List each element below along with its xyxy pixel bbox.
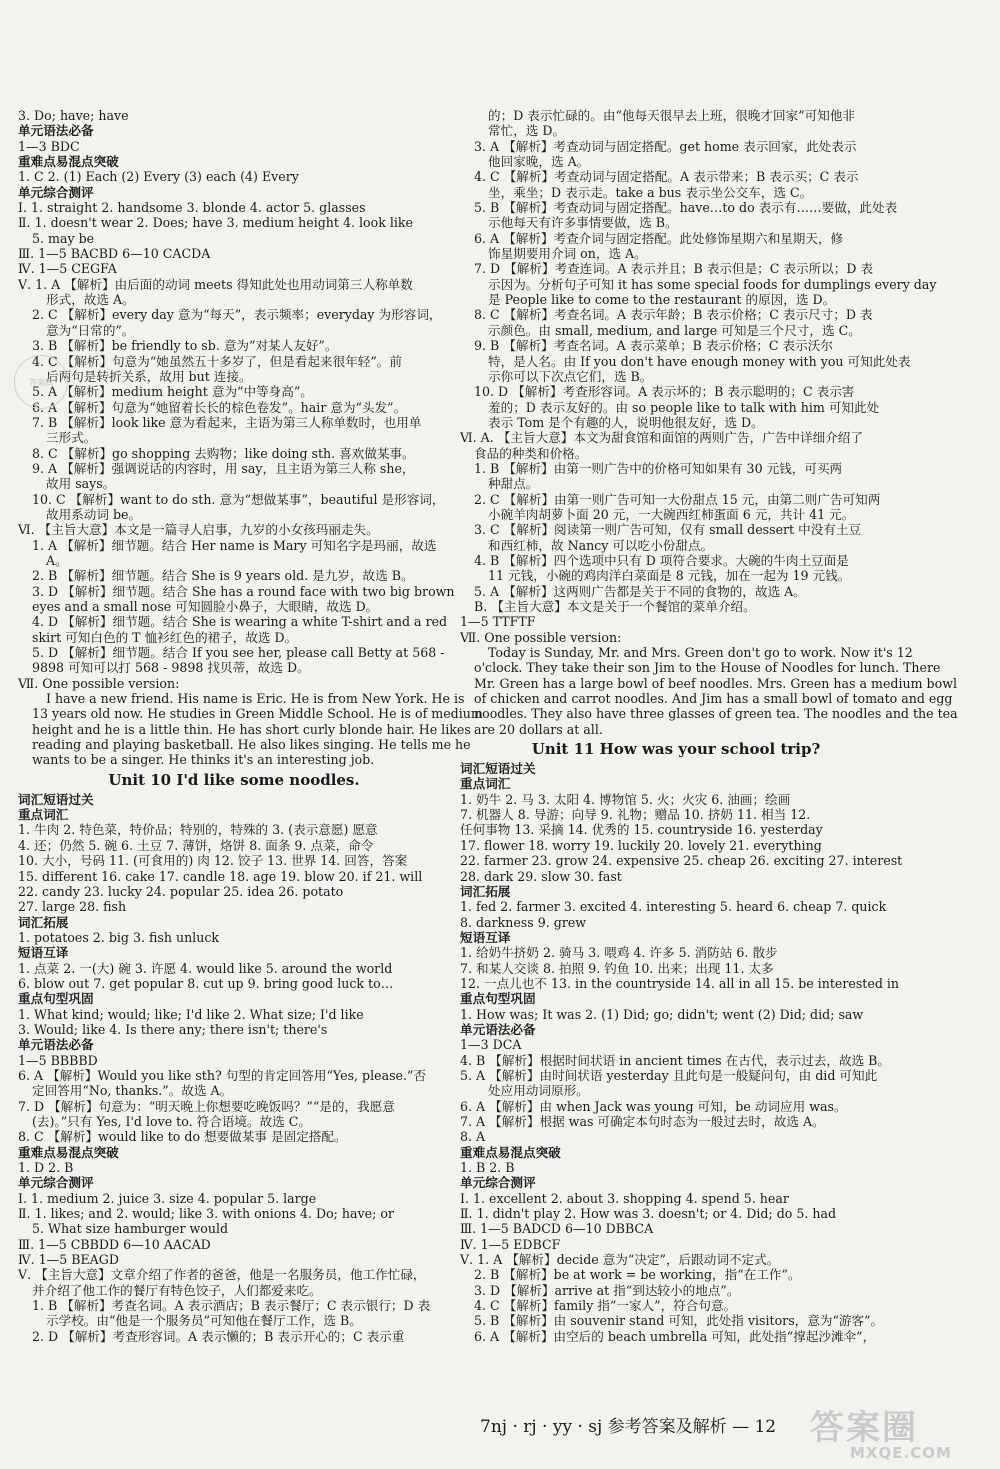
section-heading: 单元综合测评 [18,1175,94,1191]
answer-line: 三形式。 [46,430,97,446]
answer-line: (去)。”只有 Yes, I'd love to. 符合语境。故选 C。 [32,1114,311,1129]
answer-line: 8. darkness 9. grew [460,914,587,930]
answer-line: 8. C 【解析】would like to do 想要做某事 是固定搭配。 [18,1129,347,1145]
answer-line: 处应用动词原形。 [488,1083,589,1099]
answer-line: skirt 可知白色的 T 恤衫红色的裙子，故选 D。 [32,629,298,645]
answer-line: 饰星期要用介词 on，选 A。 [488,246,647,262]
answer-line: 9898 可知可以打 568 - 9898 找贝蒂，故选 D。 [32,660,310,676]
answer-line: 1. How was; It was 2. (1) Did; go; didn't; went (2) Did; did; saw [460,1006,864,1022]
answer-line: 故用 says。 [46,476,116,492]
answer-line: eyes and a small nose 可知圆脸小鼻子，大眼睛，故选 D。 [32,599,379,614]
answer-line: 27. large 28. fish [18,899,127,915]
answer-line: 2. B 【解析】细节题。结合 She is 9 years old. 是九岁，故选 B。 [32,568,414,584]
answer-line: 8. C 【解析】go shopping 去购物；like doing sth. 喜欢做某事。 [32,445,415,461]
answer-line: 示他每天有许多事情要做，选 B。 [488,215,678,231]
answer-line: 1. B 【解析】考查名词。A 表示酒店；B 表示餐厅；C 表示银行；D 表 [32,1298,431,1314]
answer-line: Ⅴ. 1. A 【解析】由后面的动词 meets 得知此处也用动词第三人称单数 [18,276,413,292]
section-heading: 单元语法必备 [460,1021,536,1037]
answer-line: 7. A 【解析】根据 was 可确定本句时态为一般过去时，故选 A。 [460,1114,825,1129]
answer-line: 1. 牛肉 2. 特色菜，特价品；特别的，特殊的 3. (表示意愿) 愿意 [18,822,378,838]
answer-line: A。 [46,552,68,568]
section-heading: 词汇拓展 [18,914,69,930]
answer-line: 10. D 【解析】考查形容词。A 表示坏的；B 表示聪明的；C 表示害 [474,384,855,400]
answer-line: 和西红柿，故 Nancy 可以吃小份甜点。 [488,537,714,553]
answer-line: 9. A 【解析】强调说话的内容时，用 say，且主语为第三人称 she， [32,460,415,476]
answer-line: 3. B 【解析】be friendly to sb. 意为“对某人友好”。 [32,338,338,354]
answer-line: 4. D 【解析】细节题。结合 She is wearing a white T-shirt and a red [32,614,448,630]
answer-line: 3. Would; like 4. Is there any; there isn't; there's [18,1021,328,1037]
answer-line: 1. fed 2. farmer 3. excited 4. interesting 5. heard 6. cheap 7. quick [460,899,887,915]
answer-line: 7. D 【解析】考查连词。A 表示并且；B 表示但是；C 表示所以；D 表 [474,261,874,277]
answer-line: 4. C 【解析】句意为“她虽然五十多岁了，但是看起来很年轻”。前 [32,353,402,369]
answer-line: Ⅳ. 1—5 BEAGD [18,1252,119,1268]
watermark-logo: 答案圈 MXQE.COM [810,1408,952,1462]
page-footer: 7nj · rj · yy · sj 参考答案及解析 — 12 [480,1417,777,1437]
answer-line: 1. 给奶牛挤奶 2. 骑马 3. 喂鸡 4. 许多 5. 消防站 6. 散步 [460,945,778,961]
section-heading: 短语互译 [460,929,511,945]
answer-line: 3. D 【解析】细节题。结合 She has a round face with two big brown [32,583,455,599]
stamp-mark: 答案圈 [14,355,68,409]
answer-line: are 20 dollars at all. [474,721,603,737]
answer-line: 3. Do; have; have [18,108,129,123]
answer-line: 种甜点。 [488,476,539,492]
answer-line: 6. A 【解析】Would you like sth? 句型的肯定回答用“Yes, please.”否 [18,1067,427,1083]
answer-line: 10. C 【解析】want to do sth. 意为“想做某事”，beautiful 是形容词， [32,491,445,507]
section-heading: 重难点易混点突破 [18,1144,119,1160]
answer-line: 8. C 【解析】考查名词。A 表示年龄；B 表示价格；C 表示尺寸；D 表 [474,307,873,323]
answer-line: 的；D 表示忙碌的。由“他每天很早去上班，很晚才回家”可知他非 [488,108,856,123]
answer-line: Ⅰ. 1. straight 2. handsome 3. blonde 4. actor 5. glasses [18,200,366,216]
answer-line: 1. B 2. B [460,1160,515,1176]
answer-line: 1. potatoes 2. big 3. fish unluck [18,929,220,945]
section-heading: 单元语法必备 [18,123,94,139]
section-heading: 词汇短语过关 [460,761,536,777]
answer-line: 9. B 【解析】考查名词。A 表示菜单；B 表示价格；C 表示沃尔 [474,338,833,354]
answer-line: 5. What size hamburger would [32,1221,229,1237]
answer-line: 常忙，选 D。 [488,123,566,139]
answer-line: 任何事物 13. 采摘 14. 优秀的 15. countryside 16. yesterday [460,822,823,838]
answer-line: 1. What kind; would; like; I'd like 2. What size; I'd like [18,1006,364,1022]
answer-line: Ⅵ. A. 【主旨大意】本文为甜食馆和面馆的两则广告，广告中详细介绍了 [460,430,863,446]
unit-title: Unit 11 How was your school trip? [531,740,821,759]
section-heading: 单元综合测评 [460,1175,536,1191]
answer-line: Ⅳ. 1—5 CEGFA [18,261,117,277]
answer-line: 食品的种类和价格。 [474,445,588,461]
answer-line: 4. C 【解析】考查动词与固定搭配。A 表示带来；B 表示买；C 表示 [474,169,859,185]
unit-title: Unit 10 I'd like some noodles. [108,770,360,789]
answer-line: Ⅲ. 1—5 BADCD 6—10 DBBCA [460,1221,654,1237]
answer-line: Ⅴ. 【主旨大意】文章介绍了作者的爸爸，他是一名服务员，他工作忙碌， [18,1267,426,1283]
answer-line: 7. D 【解析】句意为：“明天晚上你想要吃晚饭吗？”“是的，我愿意 [18,1098,395,1114]
answer-line: 7. 机器人 8. 导游；向导 9. 礼物；赠品 10. 挤奶 11. 相当 12. [460,807,811,823]
section-heading: 单元综合测评 [18,184,94,200]
answer-line: 示学校。由“他是一个服务员”可知他在餐厅工作，选 B。 [46,1313,362,1329]
answer-line: 1—3 BDC [18,138,80,154]
answer-line: 13 years old now. He studies in Green Middle School. He is of medium [32,706,483,722]
answer-line: Ⅶ. One possible version: [18,675,180,691]
section-heading: 词汇短语过关 [18,791,94,807]
section-heading: 重点词汇 [18,807,69,823]
answer-line: Ⅱ. 1. doesn't wear 2. Does; have 3. medium height 4. look like [18,215,413,231]
answer-line: 1—3 DCA [460,1037,522,1053]
answer-line: 22. farmer 23. grow 24. expensive 25. cheap 26. exciting 27. interest [460,853,903,869]
answer-line: 1. 点菜 2. 一(大) 碗 3. 许愿 4. would like 5. around the world [18,960,393,976]
right-column [460,108,958,1344]
answer-line: Ⅰ. 1. excellent 2. about 3. shopping 4. spend 5. hear [460,1190,789,1206]
answer-line: 5. A 【解析】medium height 意为“中等身高”。 [32,384,313,400]
answer-line: Ⅵ. 【主旨大意】本文是一篇寻人启事，九岁的小女孩玛丽走失。 [18,522,379,538]
answer-line: 他回家晚，选 A。 [488,154,590,170]
section-heading: 短语互译 [18,945,69,961]
answer-line: 2. C 【解析】由第一则广告可知一大份甜点 15 元，由第二则广告可知两 [474,491,881,507]
answer-line: 羞的；D 表示友好的。由 so people like to talk with him 可知此处 [488,399,880,415]
answer-line: Ⅳ. 1—5 EDBCF [460,1236,561,1252]
answer-line: 15. different 16. cake 17. candle 18. age 19. blow 20. if 21. will [18,868,423,884]
answer-line: I have a new friend. His name is Eric. He is from New York. He is [46,691,465,707]
answer-line: B. 【主旨大意】本文是关于一个餐馆的菜单介绍。 [474,599,756,614]
answer-line: 3. A 【解析】考查动词与固定搭配。get home 表示回家，此处表示 [474,138,857,154]
answer-line: 示你可以下次点它们，选 B。 [488,368,653,384]
section-heading: 重点句型巩固 [460,991,536,1007]
answer-line: Ⅲ. 1—5 BACBD 6—10 CACDA [18,246,211,262]
answer-line: 示颜色。由 small, medium, and large 可知是三个尺寸，选 C。 [488,322,861,338]
answer-line: 2. D 【解析】考查形容词。A 表示懒的；B 表示开心的；C 表示重 [32,1328,405,1344]
answer-line: 3. C 【解析】阅读第一则广告可知，仅有 small dessert 中没有土豆 [474,522,862,538]
answer-line: 17. flower 18. worry 19. luckily 20. lovely 21. everything [460,837,822,853]
answer-line: 5. B 【解析】由 souvenir stand 可知，此处指 visitors，意为“游客”。 [474,1313,884,1329]
answer-line: 意为“日常的”。 [46,322,135,338]
answer-line: 7. 和某人交谈 8. 拍照 9. 钓鱼 10. 出来；出现 11. 太多 [460,960,774,976]
left-column [18,108,483,1344]
answer-line: 22. candy 23. lucky 24. popular 25. idea 26. potato [18,883,344,899]
answer-line: 4. 还；仍然 5. 碗 6. 土豆 7. 薄饼，烙饼 8. 面条 9. 点菜，命令 [18,837,374,853]
answer-line: 坐，乘坐；D 表示走。take a bus 表示坐公交车，选 C。 [488,184,813,200]
answer-line: 4. C 【解析】family 指“一家人”，符合句意。 [474,1298,737,1314]
answer-line: 1. B 【解析】由第一则广告中的价格可知如果有 30 元钱，可买两 [474,460,843,476]
answer-line: 4. B 【解析】四个选项中只有 D 项符合要求。大碗的牛肉土豆面是 [474,552,849,568]
section-heading: 重难点易混点突破 [460,1144,561,1160]
answer-line: 1. D 2. B [18,1160,74,1176]
answer-line: 6. A 【解析】句意为“她留着长长的棕色卷发”。hair 意为“头发”。 [32,399,407,415]
answer-line: reading and playing basketball. He also likes singing. He tells me he [32,737,471,753]
answer-line: 2. C 【解析】every day 意为“每天”，表示频率；everyday 为形容词， [32,307,442,323]
answer-line: 1. 奶牛 2. 马 3. 太阳 4. 博物馆 5. 火；火灾 6. 油画；绘画 [460,791,791,807]
answer-line: 5. B 【解析】考查动词与固定搭配。have…to do 表示有……要做，此处表 [474,200,898,216]
answer-line: 11 元钱，小碗的鸡肉洋白菜面是 8 元钱，加在一起为 19 元钱。 [488,568,851,584]
answer-line: 5. may be [32,230,95,246]
answer-line: 6. A 【解析】考查介词与固定搭配。此处修饰星期六和星期天，修 [474,230,844,246]
answer-line: 4. B 【解析】根据时间状语 in ancient times 在古代，表示过去，故选 B。 [460,1052,891,1068]
answer-line: 8. A [460,1129,486,1145]
answer-line: Ⅱ. 1. didn't play 2. How was 3. doesn't; or 4. Did; do 5. had [460,1206,837,1222]
section-heading: 单元语法必备 [18,1037,94,1053]
answer-line: 5. D 【解析】细节题。结合 If you see her, please call Betty at 568 - [32,645,445,661]
answer-line: of chicken and carrot noodles. And Jim has a small bowl of tomato and egg [474,691,953,707]
answer-line: Ⅶ. One possible version: [460,629,622,645]
section-heading: 重难点易混点突破 [18,154,119,170]
answer-line: Ⅰ. 1. medium 2. juice 3. size 4. popular 5. large [18,1190,317,1206]
answer-line: 故用系动词 be。 [46,506,142,522]
answer-line: 并介绍了他工作的餐厅有特色饺子，人们都爱来吃。 [32,1282,322,1298]
answer-line: 12. 一点儿也不 13. in the countryside 14. all in all 15. be interested in [460,975,900,991]
answer-line: 特，是人名。由 If you don't have enough money with you 可知此处表 [488,353,911,369]
answer-line: 6. A 【解析】由空后的 beach umbrella 可知，此处指“撑起沙滩伞”， [474,1328,876,1344]
answer-line: Ⅱ. 1. likes; and 2. would; like 3. with onions 4. Do; have; or [18,1206,394,1222]
answer-line: o'clock. They take their son Jim to the House of Noodles for lunch. There [474,660,941,676]
answer-line: 6. A 【解析】由 when Jack was young 可知，be 动词应用 was。 [460,1098,847,1114]
answer-line: 后两句是转折关系，故用 but 连接。 [46,368,252,384]
answer-line: wants to be a singer. He thinks it's an interesting job. [32,752,375,768]
answer-line: 3. D 【解析】arrive at 指“到达较小的地点”。 [474,1282,740,1298]
answer-line: 小碗羊肉胡萝卜面 20 元，一大碗西红柿蛋面 6 元，共计 41 元。 [488,506,855,522]
answer-line: Ⅴ. 1. A 【解析】decide 意为“决定”，后跟动词不定式。 [460,1252,780,1268]
answer-line: 7. B 【解析】look like 意为看起来，主语为第三人称单数时，也用单 [32,414,422,430]
answer-line: 示因为。分析句子可知 it has some special foods for dumplings every day [488,276,937,292]
answer-line: 1. A 【解析】细节题。结合 Her name is Mary 可知名字是玛丽，故选 [32,537,437,553]
section-heading: 重点句型巩固 [18,991,94,1007]
answer-line: 1—5 BBBBD [18,1052,98,1068]
answer-line: 1—5 TTFTF [460,614,536,630]
answer-line: 是 People like to come to the restaurant 的原因，选 D。 [488,292,836,308]
answer-line: 形式，故选 A。 [46,292,135,308]
answer-line: height and he is a little thin. He has short curly blonde hair. He likes [32,721,471,737]
section-heading: 重点词汇 [460,776,511,792]
answer-line: 2. B 【解析】be at work = be working，指“在工作”。 [474,1267,801,1283]
section-heading: 词汇拓展 [460,883,511,899]
answer-line: 5. A 【解析】由时间状语 yesterday 且此句是一般疑问句，由 did 可知此 [460,1067,878,1083]
answer-line: Today is Sunday, Mr. and Mrs. Green don't go to work. Now it's 12 [488,645,913,661]
answer-line: noodles. They also have three glasses of green tea. The noodles and the tea [474,706,958,722]
answer-line: 1. C 2. (1) Each (2) Every (3) each (4) Every [18,169,299,185]
answer-line: 定回答用“No, thanks.”。故选 A。 [32,1083,233,1099]
answer-line: 28. dark 29. slow 30. fast [460,868,622,884]
answer-line: 表示 Tom 是个有趣的人，说明他很友好，选 D。 [488,414,764,430]
answer-line: Mr. Green has a large bowl of beef noodles. Mrs. Green has a medium bowl [474,675,958,691]
answer-line: 6. blow out 7. get popular 8. cut up 9. bring good luck to… [18,975,394,991]
answer-line: Ⅲ. 1—5 CBBDD 6—10 AACAD [18,1236,211,1252]
answer-line: 5. A 【解析】这两则广告都是关于不同的食物的，故选 A。 [474,583,806,599]
answer-line: 10. 大小，号码 11. (可食用的) 肉 12. 饺子 13. 世界 14. 回答，答案 [18,853,408,869]
